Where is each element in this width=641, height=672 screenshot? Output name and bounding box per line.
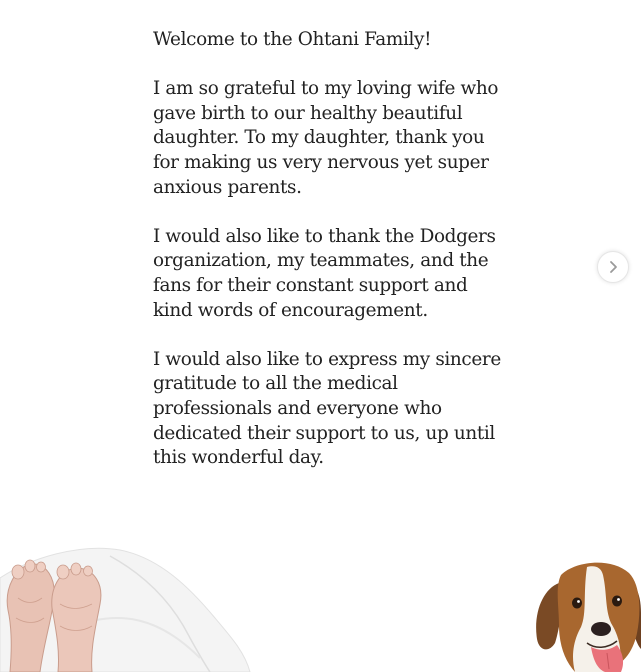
dog-image (525, 553, 641, 672)
letter-paragraph: I would also like to express my sincere gratitude to all the medical professionals and everyone who dedicated their support to us, up until this wonderful day. (153, 348, 501, 469)
letter-greeting: Welcome to the Ohtani Family! (153, 29, 432, 50)
letter-paragraph: I would also like to thank the Dodgers organization, my teammates, and the fans for their constant support and kind words of encouragement. (153, 225, 496, 321)
baby-feet-image (0, 538, 252, 672)
chevron-right-icon (607, 260, 619, 274)
letter-text (153, 28, 503, 495)
letter-paragraph: I am so grateful to my loving wife who gave birth to our healthy beautiful daughter. To my daughter, thank you for making us very nervous yet super anxious parents. (153, 78, 499, 198)
carousel-next-button[interactable] (597, 251, 629, 283)
